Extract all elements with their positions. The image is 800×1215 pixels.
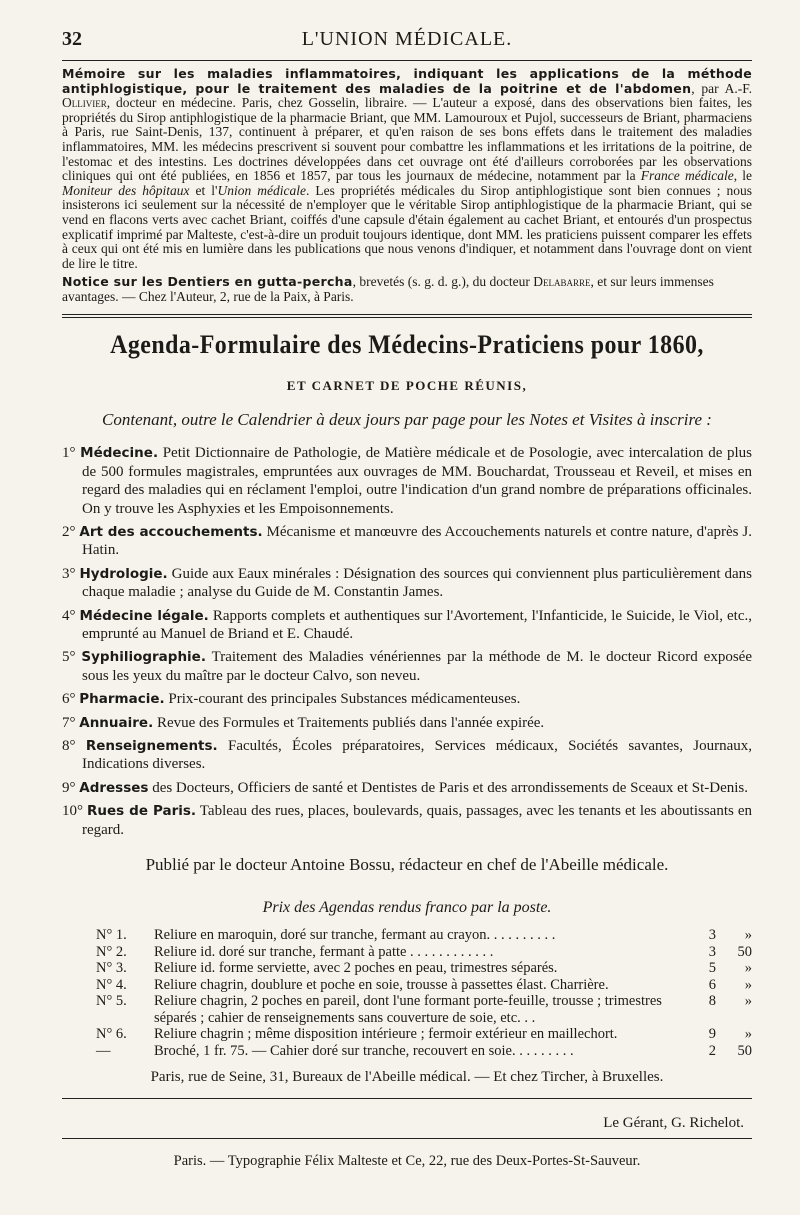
price-desc: Reliure id. doré sur tranche, fermant à patte . . . . . . . . . . . .	[154, 943, 494, 960]
item-number: 10°	[62, 803, 88, 820]
price-francs: 3	[708, 927, 716, 944]
footer-rule	[62, 1098, 752, 1099]
price-number: N° 4.	[96, 976, 127, 993]
item-number: 6°	[62, 691, 80, 708]
publisher-line: Publié par le docteur Antoine Bossu, rédacteur en chef de l'Abeille médicale.	[145, 855, 669, 875]
price-row	[62, 977, 752, 994]
memoire-author: Ollivier	[62, 95, 107, 111]
item-heading: Médecine.	[80, 445, 159, 462]
price-row	[62, 927, 752, 944]
item-number: 8°	[62, 738, 86, 754]
notice-body: , brevetés (s. g. d. g.), du docteur	[352, 274, 534, 290]
memoire-notice	[62, 67, 752, 271]
header-rule	[62, 60, 752, 61]
agenda-item	[62, 648, 752, 685]
price-desc: Reliure en maroquin, doré sur tranche, fermant au crayon. . . . . . . . . .	[154, 927, 556, 944]
agenda-title: Agenda-Formulaire des Médecins-Praticiens pour 1860,	[110, 330, 704, 360]
price-francs: 2	[708, 1042, 716, 1059]
item-text: Guide aux Eaux minérales : Désignation des sources qui conviennent plus particulièrement dans chaque maladie ; analyse du Guide de M. Constantin James.	[82, 565, 752, 601]
memoire-body: , docteur en médecine. Paris, chez Gosselin, libraire. — L'auteur a exposé, dans des observations bien faites, les propriétés du Sirop antiphlogistique de la pharmacie Briant, que MM. Lamouroux et Pujol, successeurs de Briant, pharmaciens à Paris, rue Saint-Denis, 137, continuent à préparer, et qu'en raison de ses bons effets dans le traitement des maladies inflammatoires, MM. les médecins prescrivent si souvent pour combattre les inflammations et les irritations de la poitrine, de l'estomac et des intestins. Les doctrines développées dans cet ouvrage ont été d'ailleurs corroborées par les observations cliniques qui ont été publiées, en 1856 et 1857, par tous les journaux de médecine, notamment par la	[62, 95, 752, 184]
printer-imprint: Paris. — Typographie Félix Malteste et Ce, 22, rue des Deux-Portes-St-Sauveur.	[173, 1153, 641, 1170]
price-cents: 50	[737, 1042, 752, 1059]
price-francs: 6	[708, 976, 716, 993]
price-francs: 5	[708, 960, 716, 977]
address-line: Paris, rue de Seine, 31, Bureaux de l'Abeille médical. — Et chez Tircher, à Bruxelles.	[150, 1069, 664, 1086]
price-desc: Reliure chagrin, 2 poches en pareil, dont l'une formant porte-feuille, trousse ; trimestres séparés ; cahier de renseignements sans couverture de soie, etc. . .	[154, 993, 662, 1026]
price-desc: Broché, 1 fr. 75. — Cahier doré sur tranche, recouvert en soie. . . . . . . . .	[154, 1042, 574, 1059]
item-text: des Docteurs, Officiers de santé et Dentistes de Paris et des arrondissements de Sceaux et St-Denis.	[148, 779, 748, 796]
section-rule-top	[62, 314, 752, 315]
price-list	[62, 927, 752, 1059]
item-heading: Pharmacie.	[79, 691, 165, 708]
page-number: 32	[62, 28, 82, 50]
price-cents: »	[744, 1026, 752, 1043]
price-cents: »	[744, 993, 752, 1010]
journal-moniteur: Moniteur des hôpitaux	[62, 182, 190, 198]
memoire-title: Mémoire sur les maladies inflammatoires, indiquant les applications de la méthode antiphlogistique, pour le traitement des maladies de la poitrine et de l'abdomen	[62, 66, 752, 96]
item-heading: Art des accouchements.	[79, 523, 263, 540]
item-number: 7°	[62, 714, 80, 731]
memoire-body-2: . Les propriétés médicales du Sirop antiphlogistique sont bien connues ; nous insisterons ici seulement sur la nécessité de n'employer que le véritable Sirop antiphlogistique de la pharmacie Briant, qui se vend en flacons verts avec cachet Briant, coiffés d'une capsule d'étain également au cachet Briant, et entourés d'un prospectus explicatif imprimé par Malteste, c'est-à-dire un produit toujours identique, dont MM. les praticiens puissent comparer les effets à ceux qui ont été mis en lumière dans les publications que nous venons d'indiquer, et notamment dans l'ouvrage dont on vient de lire le titre.	[62, 182, 752, 271]
item-number: 1°	[62, 445, 81, 462]
price-row	[62, 1026, 752, 1043]
price-number: N° 2.	[96, 943, 127, 960]
running-header	[62, 22, 752, 58]
memoire-sep1: , le	[733, 168, 753, 184]
memoire-byline: , par A.-F.	[691, 80, 753, 96]
item-text: Tableau des rues, places, boulevards, quais, passages, avec les tenants et les aboutissants en regard.	[82, 803, 753, 838]
agenda-items	[62, 444, 752, 839]
item-text: Rapports complets et authentiques sur l'Avortement, l'Infanticide, le Suicide, le Viol, etc., emprunté au Manuel de Briand et E. Chaudé.	[82, 607, 752, 642]
price-desc: Reliure chagrin ; même disposition intérieure ; fermoir extérieur en maillechort.	[154, 1026, 618, 1043]
agenda-item	[62, 714, 752, 732]
agenda-item	[62, 607, 752, 644]
agenda-item	[62, 565, 752, 602]
agenda-item	[62, 802, 752, 839]
price-row	[62, 993, 752, 1026]
agenda-item	[62, 737, 752, 774]
item-text: Facultés, Écoles préparatoires, Services médicaux, Sociétés savantes, Journaux, Indications diverses.	[82, 738, 753, 773]
imprint-rule	[62, 1138, 752, 1139]
memoire-sep2: et l'	[189, 182, 218, 198]
price-number: —	[96, 1042, 111, 1059]
gerant-signature: Le Gérant, G. Richelot.	[603, 1115, 744, 1132]
item-heading: Hydrologie.	[79, 565, 168, 582]
price-francs: 9	[708, 1026, 716, 1043]
item-text: Mécanisme et manœuvre des Accouchements naturels et contre nature, d'après J. Hatin.	[82, 523, 752, 559]
dentiers-notice	[62, 274, 752, 304]
journal-union-medicale: Union médicale	[217, 182, 306, 198]
agenda-contents-line: Contenant, outre le Calendrier à deux jours par page pour les Notes et Visites à inscrire :	[102, 410, 712, 430]
price-number: N° 3.	[96, 960, 127, 977]
price-cents: 50	[737, 943, 752, 960]
item-number: 4°	[62, 607, 80, 624]
item-number: 9°	[62, 779, 80, 796]
section-rule-bottom	[62, 317, 752, 318]
item-text: Revue des Formules et Traitements publiés dans l'année expirée.	[153, 714, 545, 731]
price-francs: 8	[708, 993, 716, 1010]
price-francs: 3	[708, 943, 716, 960]
item-heading: Médecine légale.	[79, 607, 209, 624]
item-text: Petit Dictionnaire de Pathologie, de Matière médicale et de Posologie, avec intercalation de plus de 500 formules magistrales, empruntées aux ouvrages de MM. Bouchardat, Trousseau et Reveil, et mises en regard des maladies qui en réclament l'emploi, outre l'indication d'un grand nombre de préparations officinales. On y trouve les Asphyxies et les Empoisonnements.	[82, 445, 752, 517]
agenda-item	[62, 690, 752, 708]
item-number: 5°	[62, 649, 82, 666]
item-text: Prix-courant des principales Substances médicamenteuses.	[164, 691, 521, 708]
price-row	[62, 960, 752, 977]
journal-france-medicale: France médicale	[640, 168, 734, 184]
item-heading: Annuaire.	[79, 714, 154, 731]
item-number: 2°	[62, 523, 80, 540]
item-heading: Syphiliographie.	[81, 649, 206, 666]
price-desc: Reliure id. forme serviette, avec 2 poches en peau, trimestres séparés.	[154, 960, 558, 977]
notice-body-2: , et sur leurs immenses avantages. — Chez l'Auteur, 2, rue de la Paix, à Paris.	[62, 274, 714, 305]
agenda-item	[62, 444, 752, 518]
price-number: N° 5.	[96, 993, 127, 1010]
item-heading: Adresses	[79, 779, 149, 796]
prices-title: Prix des Agendas rendus franco par la poste.	[262, 899, 552, 917]
price-cents: »	[744, 960, 752, 977]
notice-title: Notice sur les Dentiers en gutta-percha	[62, 274, 353, 290]
running-title: L'UNION MÉDICALE.	[301, 28, 513, 50]
journal-page	[62, 22, 752, 1170]
price-row	[62, 944, 752, 961]
item-heading: Rues de Paris.	[87, 803, 197, 820]
item-number: 3°	[62, 565, 80, 582]
item-heading: Renseignements.	[85, 738, 218, 754]
price-number: N° 6.	[96, 1026, 127, 1043]
price-cents: »	[744, 976, 752, 993]
price-row	[62, 1043, 752, 1060]
notice-doctor: Delabarre	[533, 274, 591, 290]
agenda-item	[62, 779, 752, 797]
price-desc: Reliure chagrin, doublure et poche en soie, trousse à passettes élast. Charrière.	[154, 976, 609, 993]
agenda-subtitle: ET CARNET DE POCHE RÉUNIS,	[286, 378, 528, 394]
price-cents: »	[744, 927, 752, 944]
item-text: Traitement des Maladies vénériennes par la méthode de M. le docteur Ricord exposée sous les yeux du maître par le docteur Calvo, son neveu.	[82, 649, 752, 684]
price-number: N° 1.	[96, 927, 127, 944]
agenda-item	[62, 523, 752, 560]
